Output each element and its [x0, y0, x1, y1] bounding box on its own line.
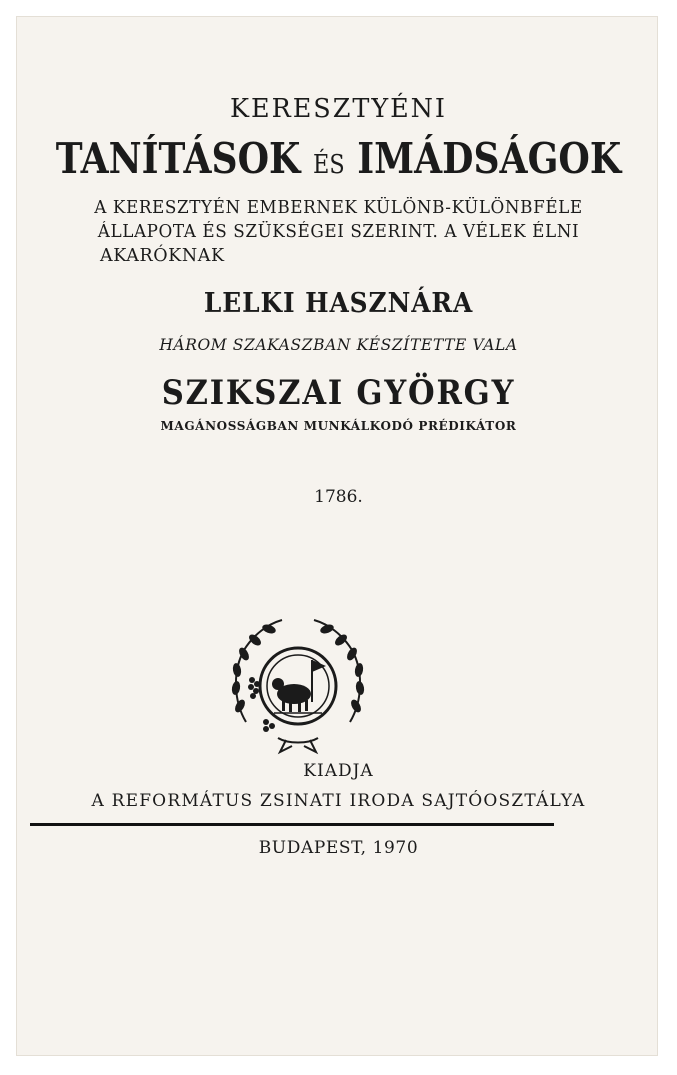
- title-line-2: [47, 134, 629, 183]
- title-line-1: KERESZTYÉNI: [230, 94, 447, 124]
- lamb-seal-emblem-icon: [226, 610, 370, 756]
- sections-line: HÁROM SZAKASZBAN KÉSZÍTETTE VALA: [159, 336, 518, 354]
- divider-rule: [30, 823, 554, 826]
- original-year: 1786.: [314, 487, 363, 507]
- subtitle-line-2: ÁLLAPOTA ÉS SZÜKSÉGEI SZERINT. A VÉLEK ÉLNI: [97, 222, 580, 242]
- imprint-place-year: BUDAPEST, 1970: [258, 838, 419, 858]
- subtitle-line-1: A KERESZTYÉN EMBERNEK KÜLÖNB-KÜLÖNBFÉLE: [94, 198, 583, 218]
- publisher-label: KIADJA: [303, 761, 374, 781]
- author-name: SZIKSZAI GYÖRGY: [161, 373, 516, 413]
- title-connector: ÉS: [313, 150, 345, 180]
- title-word-2: IMÁDSÁGOK: [357, 134, 622, 183]
- title-word-1: TANÍTÁSOK: [55, 134, 301, 183]
- purpose-line: LELKI HASZNÁRA: [203, 288, 474, 319]
- author-role: MAGÁNOSSÁGBAN MUNKÁLKODÓ PRÉDIKÁTOR: [160, 419, 517, 433]
- publisher-name: A REFORMÁTUS ZSINATI IRODA SAJTÓOSZTÁLYA: [91, 791, 586, 811]
- subtitle-line-3: AKARÓKNAK: [100, 246, 225, 266]
